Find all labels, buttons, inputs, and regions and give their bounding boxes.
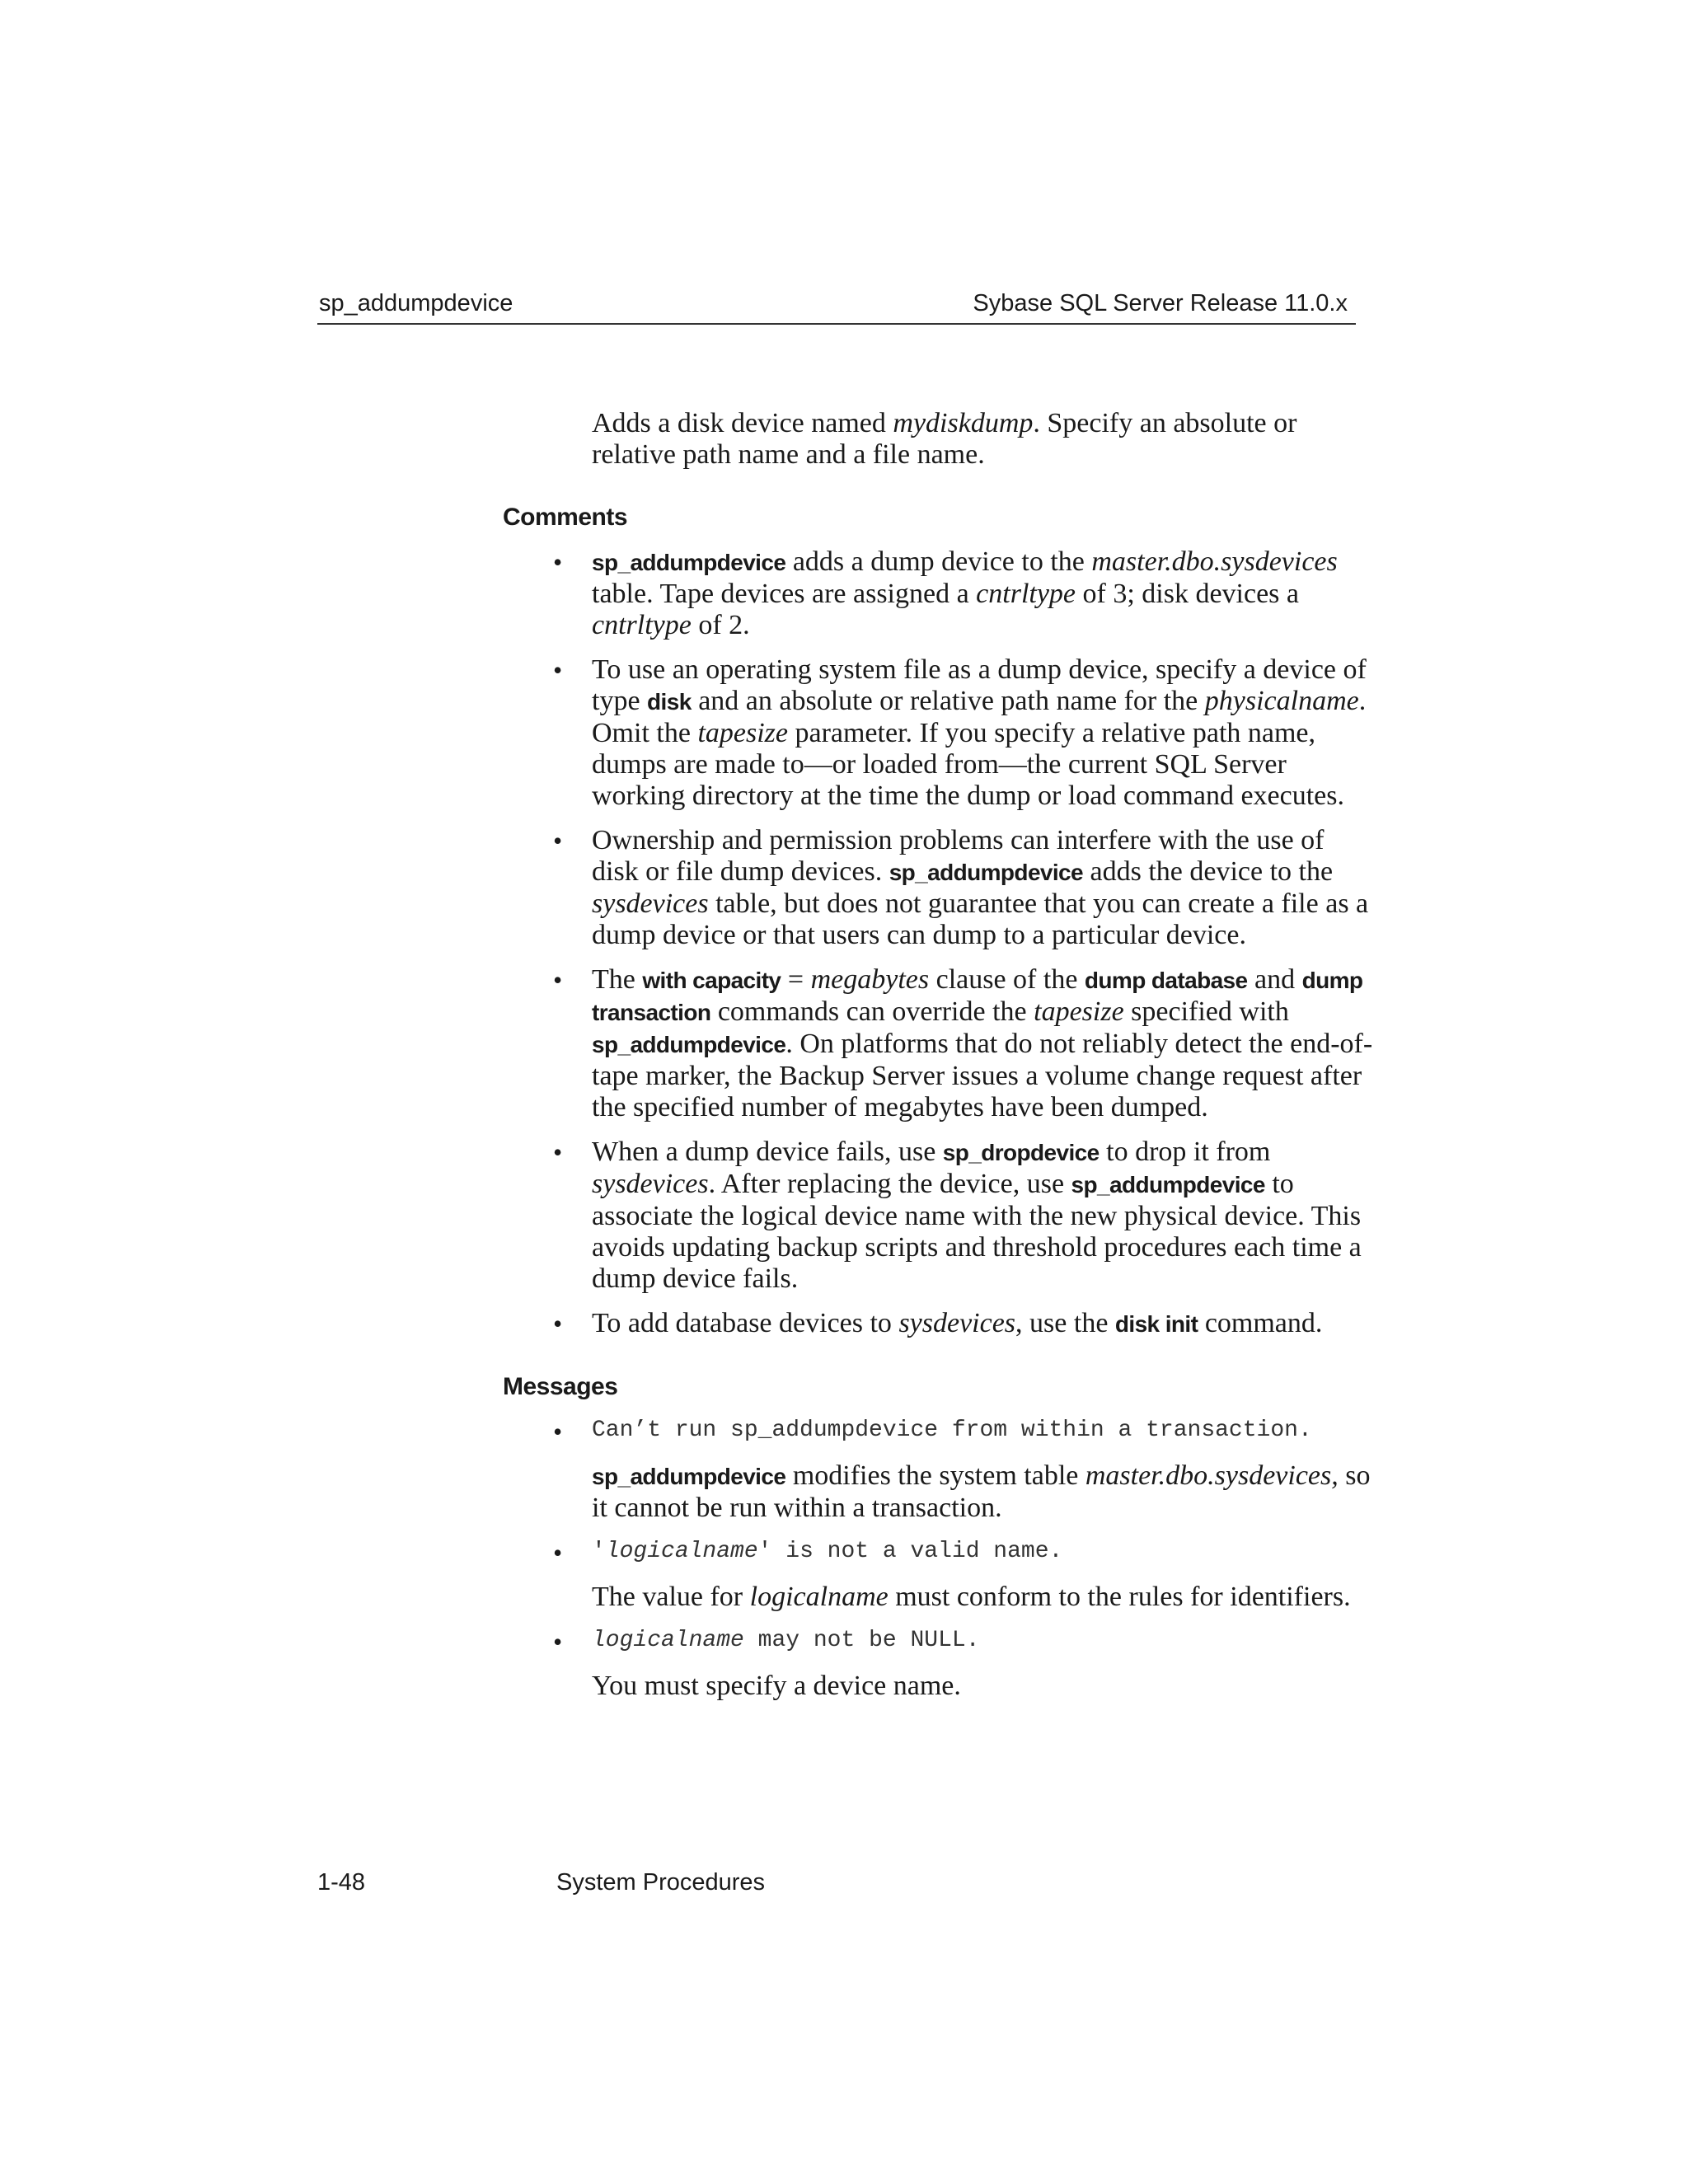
bullet-icon: • bbox=[553, 826, 563, 855]
comment-item: • sp_addumpdevice adds a dump device to the master.dbo.sysdevices table. Tape devices are assigned a cntrltype of 3; disk devices a cntrltype of 2. bbox=[553, 546, 1338, 640]
messages-heading: Messages bbox=[503, 1373, 618, 1400]
book-title: System Procedures bbox=[556, 1869, 766, 1896]
running-footer bbox=[317, 1869, 1356, 1902]
bullet-icon: • bbox=[553, 547, 563, 577]
bullet-icon: • bbox=[553, 1627, 563, 1657]
running-header bbox=[317, 290, 1356, 325]
message-item bbox=[553, 1626, 1376, 1702]
message-text: 'logicalname' is not a valid name. bbox=[592, 1539, 1063, 1564]
example-description: Adds a disk device named mydiskdump. Specify an absolute or relative path name and a file name. bbox=[592, 408, 1297, 470]
bullet-icon: • bbox=[553, 655, 563, 685]
bullet-icon: • bbox=[553, 1538, 563, 1568]
message-text: logicalname may not be NULL. bbox=[592, 1628, 980, 1653]
device-name: mydiskdump bbox=[893, 408, 1034, 438]
comment-item: • To use an operating system file as a dump device, specify a device of type disk and an absolute or relative path name for the physicalname. Omit the tapesize parameter. If you specify a relative path name, dumps are made to—or loaded from—the current SQL Server working directory at the time the dump or load command executes. bbox=[553, 654, 1367, 811]
message-item bbox=[553, 1537, 1376, 1613]
comment-item: • Ownership and permission problems can interfere with the use of disk or file dump devices. sp_addumpdevice adds the device to the sysdevices table, but does not guarantee that you can create a file as a dump device or that users can dump to a particular device. bbox=[553, 825, 1369, 950]
message-item bbox=[553, 1416, 1376, 1524]
messages-list bbox=[503, 1416, 1376, 1702]
message-explanation: sp_addumpdevice modifies the system table master.dbo.sysdevices, so it cannot be run within a transaction. bbox=[592, 1460, 1371, 1523]
comment-item: • To add database devices to sysdevices, use the disk init command. bbox=[553, 1308, 1323, 1338]
bullet-icon: • bbox=[553, 1417, 563, 1446]
comments-heading: Comments bbox=[503, 504, 628, 531]
header-product-release: Sybase SQL Server Release 11.0.x bbox=[973, 290, 1348, 316]
body-area bbox=[503, 408, 1376, 1715]
bullet-icon: • bbox=[553, 1137, 563, 1167]
bullet-icon: • bbox=[553, 965, 563, 995]
message-text: Can’t run sp_addumpdevice from within a transaction. bbox=[592, 1418, 1312, 1443]
bullet-icon: • bbox=[553, 1309, 563, 1338]
header-procedure-name: sp_addumpdevice bbox=[319, 290, 513, 316]
comment-item: • The with capacity = megabytes clause of the dump database and dump transaction commands can override the tapesize specified with sp_addumpdevice. On platforms that do not reliably detect the end-of-tape marker, the Backup Server issues a volume change request after the specified number of megabytes have been dumped. bbox=[553, 964, 1373, 1122]
message-explanation: The value for logicalname must conform to the rules for identifiers. bbox=[592, 1582, 1351, 1612]
comment-item: • When a dump device fails, use sp_dropdevice to drop it from sysdevices. After replacing the device, use sp_addumpdevice to associate the logical device name with the new physical device. This avoids updating backup scripts and threshold procedures each time a dump device fails. bbox=[553, 1137, 1362, 1294]
message-explanation: You must specify a device name. bbox=[592, 1671, 961, 1701]
page-number: 1-48 bbox=[317, 1869, 366, 1896]
comments-list bbox=[503, 546, 1376, 1340]
